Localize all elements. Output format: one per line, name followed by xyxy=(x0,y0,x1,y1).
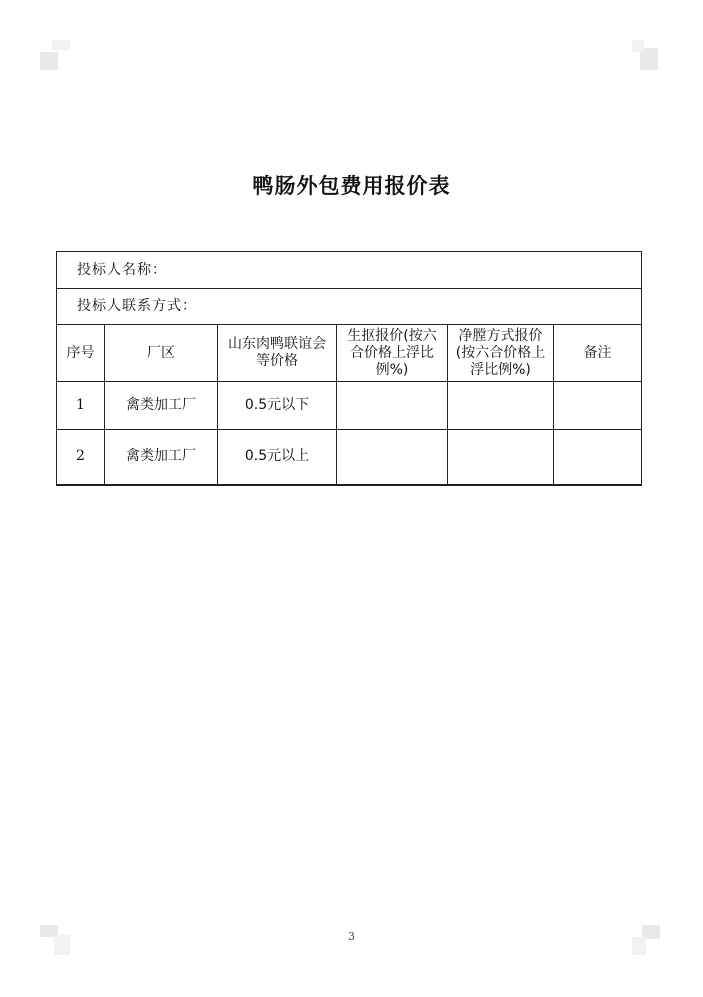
header-raw-pick-quote: 生抠报价(按六合价格上浮比例%) xyxy=(337,325,448,382)
row-seq: 2 xyxy=(57,430,105,485)
header-eviscerated-quote: 净膛方式报价(按六合价格上浮比例%) xyxy=(448,325,554,382)
bidder-name-row xyxy=(57,252,642,289)
row-plant-area: 禽类加工厂 xyxy=(105,382,218,430)
header-plant-area: 厂区 xyxy=(105,325,218,382)
table-row xyxy=(57,430,642,485)
table-row xyxy=(57,382,642,430)
row-remarks xyxy=(554,430,642,485)
header-seq: 序号 xyxy=(57,325,105,382)
row-plant-area: 禽类加工厂 xyxy=(105,430,218,485)
bidder-contact-row xyxy=(57,289,642,325)
header-association-price: 山东肉鸭联谊会等价格 xyxy=(218,325,337,382)
corner-mark-top-left xyxy=(40,40,70,70)
row-seq: 1 xyxy=(57,382,105,430)
bidder-name-label: 投标人名称： xyxy=(57,252,642,289)
row-eviscerated-quote xyxy=(448,382,554,430)
document-title: 鸭肠外包费用报价表 xyxy=(252,173,451,198)
header-remarks: 备注 xyxy=(554,325,642,382)
bidder-contact-label: 投标人联系方式： xyxy=(57,289,642,325)
quote-table xyxy=(56,251,642,486)
row-raw-pick-quote xyxy=(337,382,448,430)
row-association-price: 0.5元以上 xyxy=(218,430,337,485)
row-remarks xyxy=(554,382,642,430)
table-header-row xyxy=(57,325,642,382)
corner-mark-top-right xyxy=(632,40,662,70)
row-eviscerated-quote xyxy=(448,430,554,485)
row-association-price: 0.5元以下 xyxy=(218,382,337,430)
page-number: 3 xyxy=(348,930,355,943)
row-raw-pick-quote xyxy=(337,430,448,485)
